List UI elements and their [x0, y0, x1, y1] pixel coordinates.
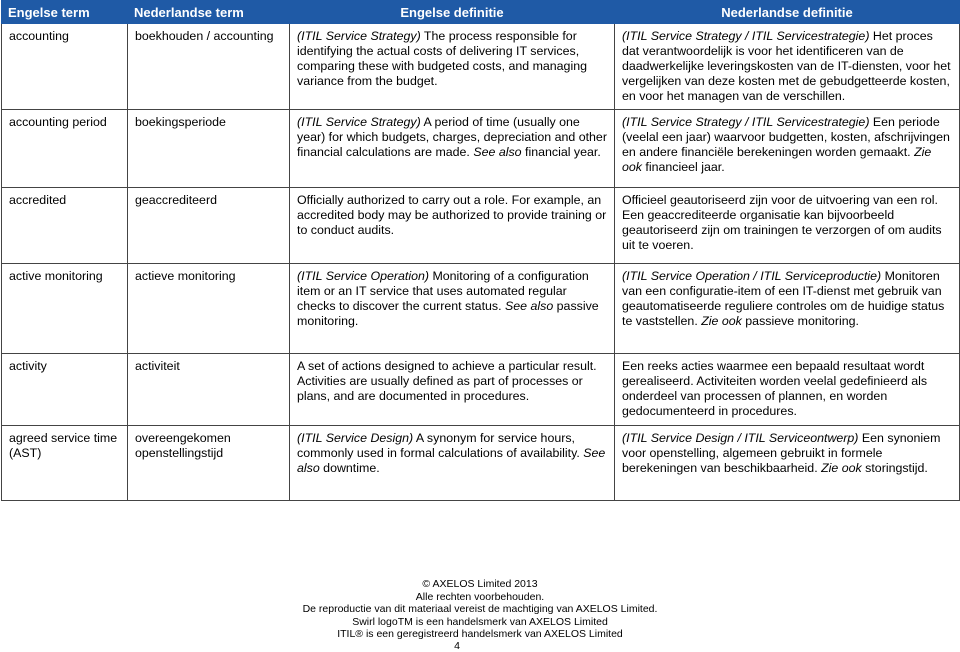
dutch-see-also: Zie ook [697, 314, 742, 328]
dutch-term-cell [128, 264, 290, 354]
dutch-definition-cell [615, 426, 960, 501]
footer [0, 578, 960, 641]
english-see-also-term: financial year. [521, 145, 601, 159]
glossary-table [1, 0, 960, 501]
english-term-cell [2, 24, 128, 110]
english-term: accounting period [9, 115, 107, 129]
dutch-see-also: Zie ook [817, 461, 862, 475]
footer-rights: Alle rechten voorbehouden. [415, 590, 545, 603]
footer-permission: De reproductie van dit materiaal vereist de machtiging van AXELOS Limited. [302, 603, 658, 615]
english-see-also-term: downtime. [319, 461, 380, 475]
english-definition-cell [290, 24, 615, 110]
english-definition-text: A set of actions designed to achieve a particular result. Activities are usually defined as part of processes or plans, and are documented in procedures. [297, 359, 597, 403]
dutch-term-cell [128, 110, 290, 188]
english-see-also: See also [501, 299, 554, 313]
dutch-definition-cell [615, 110, 960, 188]
english-term-cell [2, 264, 128, 354]
dutch-term: boekhouden / accounting [135, 29, 274, 43]
footer-swirl-trademark: Swirl logoTM is een handelsmerk van AXELOS Limited [352, 615, 608, 628]
english-definition-cell [290, 188, 615, 264]
table-row [2, 110, 960, 188]
dutch-definition-text: Een periode (veelal een jaar) waarvoor budgetten, kosten, afschrijvingen en andere financiële berekeningen worden gemaakt. [622, 115, 950, 159]
english-see-also-term: passive monitoring. [297, 299, 599, 328]
dutch-term-cell [128, 188, 290, 264]
dutch-see-also-term: storingstijd. [861, 461, 928, 475]
english-definition-text: Officially authorized to carry out a role. For example, an accredited body may be authorized to provide training or to conduct audits. [297, 193, 607, 237]
english-scope-prefix: (ITIL Service Strategy) [297, 115, 421, 129]
dutch-term: boekingsperiode [135, 115, 226, 129]
dutch-term: activiteit [135, 359, 180, 373]
dutch-see-also-term: financieel jaar. [641, 160, 725, 174]
english-term-cell [2, 110, 128, 188]
english-term-cell [2, 188, 128, 264]
footer-itil-trademark: ITIL® is een geregistreerd handelsmerk van AXELOS Limited [337, 628, 623, 640]
dutch-definition-text: Officieel geautoriseerd zijn voor de uitvoering van een rol. Een geaccrediteerde organisatie kan bijvoorbeeld geautoriseerd zijn om trainingen te verzorgen of om audits uit te voeren. [622, 193, 942, 252]
english-definition-text: Monitoring of a configuration item or an IT service that uses automated regular checks to discover the current status. [297, 269, 589, 313]
page-number: 4 [454, 640, 460, 652]
dutch-definition-text: Monitoren van een configuratie-item of een IT-dienst met gebruik van geautomatiseerde reguliere controles om de huidige status te vaststellen. [622, 269, 945, 328]
dutch-scope-prefix: (ITIL Service Strategy / ITIL Servicestrategie) [622, 115, 870, 129]
header-english-definition: Engelse definitie [290, 1, 615, 24]
english-scope-prefix: (ITIL Service Strategy) [297, 29, 421, 43]
dutch-scope-prefix: (ITIL Service Design / ITIL Serviceontwerp) [622, 431, 859, 445]
english-term-cell [2, 354, 128, 426]
table-row [2, 264, 960, 354]
table-row [2, 24, 960, 110]
table-row [2, 188, 960, 264]
dutch-see-also-term: passieve monitoring. [741, 314, 859, 328]
table-row [2, 426, 960, 501]
english-scope-prefix: (ITIL Service Design) [297, 431, 414, 445]
header-english-term: Engelse term [2, 1, 128, 24]
dutch-see-also: Zie ook [622, 145, 932, 174]
english-term-cell [2, 426, 128, 501]
english-definition-cell [290, 354, 615, 426]
english-see-also: See also [469, 145, 522, 159]
english-definition-cell [290, 110, 615, 188]
english-term: accounting [9, 29, 69, 43]
english-definition-cell [290, 426, 615, 501]
dutch-term-cell [128, 24, 290, 110]
dutch-definition-text: Het proces dat verantwoordelijk is voor het identificeren van de daadwerkelijke leveringskosten van de IT-diensten, voor het vergelijken van deze kosten met de gebudgetteerde kosten, en voor het managen van de verschillen. [622, 29, 951, 103]
dutch-definition-text: Een reeks acties waarmee een bepaald resultaat wordt gerealiseerd. Activiteiten worden veelal gedefinieerd als onderdeel van processen of plannen, en worden gedocumenteerd in procedures. [622, 359, 928, 418]
dutch-scope-prefix: (ITIL Service Operation / ITIL Serviceproductie) [622, 269, 882, 283]
header-dutch-term: Nederlandse term [128, 1, 290, 24]
dutch-definition-text: Een synoniem voor openstelling, algemeen gebruikt in formele berekeningen van beschikbaarheid. [622, 431, 941, 475]
english-term: active monitoring [9, 269, 103, 283]
english-term: agreed service time (AST) [9, 431, 118, 460]
header-dutch-definition: Nederlandse definitie [615, 1, 960, 24]
english-see-also: See also [297, 446, 606, 475]
dutch-term: actieve monitoring [135, 269, 236, 283]
dutch-definition-cell [615, 24, 960, 110]
dutch-scope-prefix: (ITIL Service Strategy / ITIL Servicestrategie) [622, 29, 870, 43]
english-term: accredited [9, 193, 67, 207]
english-definition-text: A synonym for service hours, commonly used in formal calculations of availability. [297, 431, 580, 460]
dutch-definition-cell [615, 354, 960, 426]
table-row [2, 354, 960, 426]
english-term: activity [9, 359, 47, 373]
dutch-term: geaccrediteerd [135, 193, 217, 207]
dutch-definition-cell [615, 188, 960, 264]
header-row [2, 1, 960, 24]
dutch-definition-cell [615, 264, 960, 354]
english-definition-text: A period of time (usually one year) for which budgets, charges, depreciation and other financial calculations are made. [297, 115, 607, 159]
english-scope-prefix: (ITIL Service Operation) [297, 269, 429, 283]
footer-copyright: © AXELOS Limited 2013 [422, 578, 538, 590]
dutch-term: overeengekomen openstellingstijd [135, 431, 231, 460]
english-definition-cell [290, 264, 615, 354]
dutch-term-cell [128, 354, 290, 426]
english-definition-text: The process responsible for identifying the actual costs of delivering IT services, comparing these with budgeted costs, and managing variance from the budget. [297, 29, 587, 88]
dutch-term-cell [128, 426, 290, 501]
